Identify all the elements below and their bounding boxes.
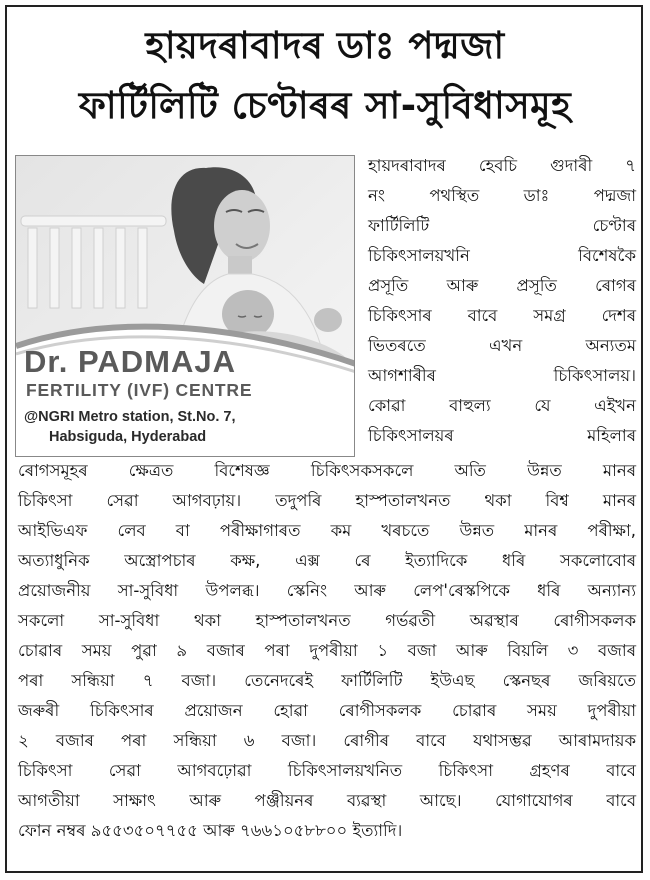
body-line: চিকিৎসা সেৱা আগবঢ়োৱা চিকিৎসালয়খনিত চিকিৎসা গ্ৰহণৰ বাবে bbox=[18, 761, 636, 780]
body-line: কোৱা বাহুল্য যে এইখন bbox=[368, 396, 636, 415]
body-line: চিকিৎসালয়খনি বিশেষকৈ bbox=[368, 246, 636, 265]
body-line: পৰা সন্ধিয়া ৭ বজা। তেনেদৰেই ফাৰ্টিলিটি ইউএছ স্কেনছৰ জৰিয়তে bbox=[18, 671, 636, 690]
headline-line-2: ফাৰ্টিলিটি চেণ্টাৰৰ সা-সুবিধাসমূহ bbox=[78, 84, 572, 127]
body-line: হায়দৰাবাদৰ হেবচি গুদাৰী ৭ bbox=[368, 156, 636, 175]
body-line: চিকিৎসা সেৱা আগবঢ়ায়। তদুপৰি হাস্পতালখনত থকা বিশ্ব মানৰ bbox=[18, 491, 636, 510]
clinic-subtitle: FERTILITY (IVF) CENTRE bbox=[26, 380, 253, 400]
body-line: অত্যাধুনিক অস্ত্ৰোপচাৰ কক্ষ, এক্স ৰে ইত্যাদিকে ধৰি সকলোবোৰ bbox=[18, 551, 636, 570]
body-line: ২ বজাৰ পৰা সন্ধিয়া ৬ বজা। ৰোগীৰ বাবে যথাসম্ভৱ আৰামদায়ক bbox=[18, 731, 636, 750]
body-line: ৰোগসমূহৰ ক্ষেত্ৰত বিশেষজ্ঞ চিকিৎসকসকলে অতি উন্নত মানৰ bbox=[18, 461, 636, 480]
body-line: চিকিৎসাৰ বাবে সমগ্ৰ দেশৰ bbox=[368, 306, 636, 325]
body-line: আইভিএফ লেব বা পৰীক্ষাগাৰত কম খৰচতে উন্নত মানৰ পৰীক্ষা, bbox=[18, 521, 636, 540]
body-line: প্ৰসূতি আৰু প্ৰসূতি ৰোগৰ bbox=[368, 276, 636, 295]
clinic-name: Dr. PADMAJA bbox=[24, 344, 236, 379]
body-line: জৰুৰী চিকিৎসাৰ প্ৰয়োজন হোৱা ৰোগীসকলক চোৱাৰ সময় দুপৰীয়া bbox=[18, 701, 636, 720]
body-line: চোৱাৰ সময় পুৱা ৯ বজাৰ পৰা দুপৰীয়া ১ বজা আৰু বিয়লি ৩ বজাৰ bbox=[18, 641, 636, 660]
body-line: আগশাৰীৰ চিকিৎসালয়। bbox=[368, 366, 636, 385]
body-line: সকলো সা-সুবিধা থকা হাস্পতালখনত গৰ্ভৱতী অৱস্থাৰ ৰোগীসকলক bbox=[18, 611, 636, 630]
body-line: প্ৰয়োজনীয় সা-সুবিধা উপলব্ধ। স্কেনিং আৰু লেপ'ৰেস্কপিকে ধৰি অন্যান্য bbox=[18, 581, 636, 600]
body-line: আগতীয়া সাক্ষাৎ আৰু পঞ্জীয়নৰ ব্যৱস্থা আছে। যোগাযোগৰ বাবে bbox=[18, 791, 636, 810]
body-line: ফোন নম্বৰ ৯৫৫৩৫০৭৭৫৫ আৰু ৭৬৬১০৫৮৮০০ ইত্যাদি। bbox=[18, 821, 403, 840]
body-line: নং পথস্থিত ডাঃ পদ্মজা bbox=[368, 186, 636, 205]
body-line: ভিতৰতে এখন অন্যতম bbox=[368, 336, 636, 355]
headline-line-1: হায়দৰাবাদৰ ডাঃ পদ্মজা bbox=[145, 24, 505, 67]
clinic-address-line-1: @NGRI Metro station, St.No. 7, bbox=[24, 409, 236, 425]
body-line: চিকিৎসালয়ৰ মহিলাৰ bbox=[368, 426, 636, 445]
clinic-address-line-2: Habsiguda, Hyderabad bbox=[49, 429, 207, 445]
body-line: ফাৰ্টিলিটি চেণ্টাৰ bbox=[368, 216, 636, 235]
ad-photo bbox=[15, 155, 355, 457]
